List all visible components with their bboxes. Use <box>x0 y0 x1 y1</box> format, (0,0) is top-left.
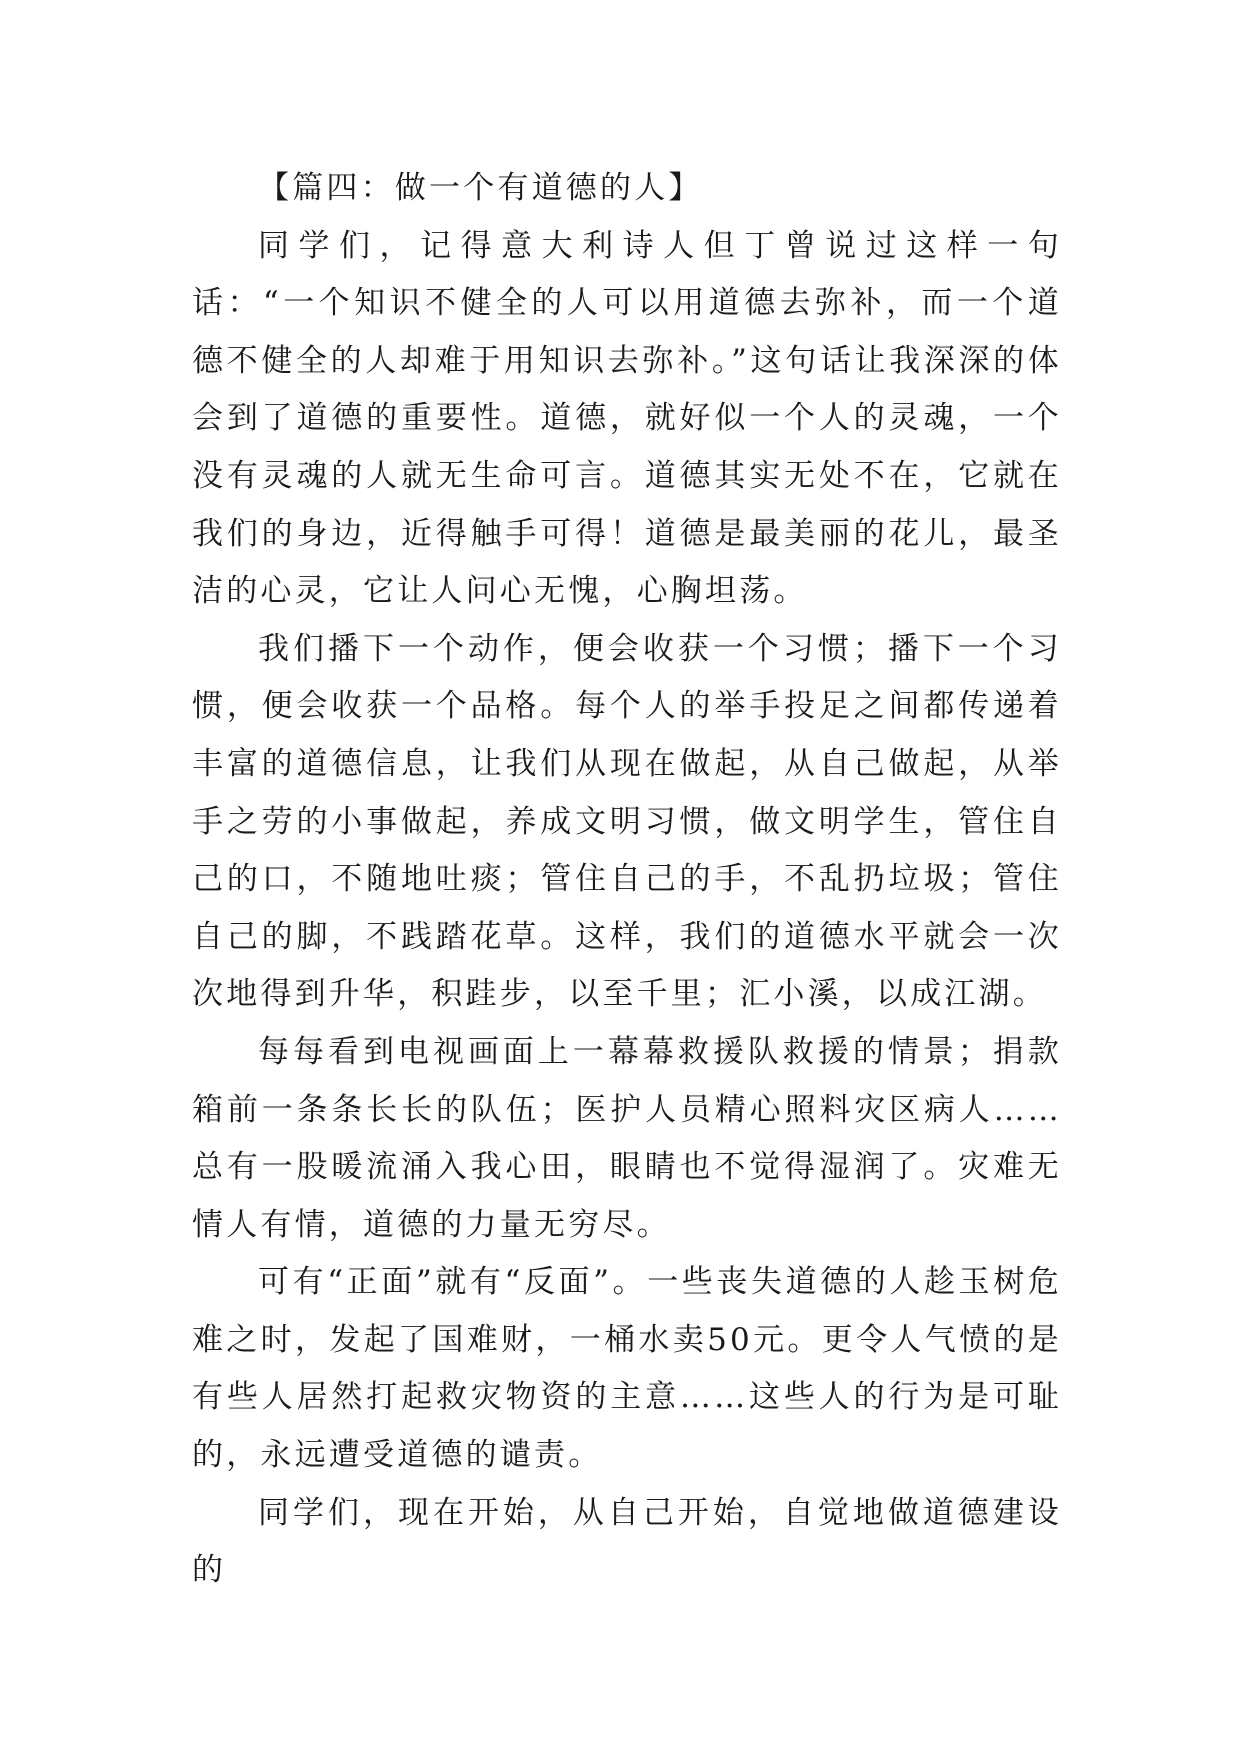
paragraph-4: 可有“正面”就有“反面”。一些丧失道德的人趁玉树危难之时，发起了国难财，一桶水卖50元。更令人气愤的是有些人居然打起救灾物资的主意……这些人的行为是可耻的，永远遭受道德的谴责。 <box>192 1264 1062 1474</box>
paragraph-2: 我们播下一个动作，便会收获一个习惯；播下一个习惯，便会收获一个品格。每个人的举手投足之间都传递着丰富的道德信息，让我们从现在做起，从自己做起，从举手之劳的小事做起，养成文明习惯，做文明学生，管住自己的口，不随地吐痰；管住自己的手，不乱扔垃圾；管住自己的脚，不践踏花草。这样，我们的道德水平就会一次次地得到升华，积跬步，以至千里；汇小溪，以成江湖。 <box>192 630 1062 1013</box>
paragraph-3: 每每看到电视画面上一幕幕救援队救援的情景；捐款箱前一条条长长的队伍；医护人员精心照料灾区病人……总有一股暖流涌入我心田，眼睛也不觉得湿润了。灾难无情人有情，道德的力量无穷尽。 <box>192 1033 1062 1243</box>
paragraph-1: 同学们，记得意大利诗人但丁曾说过这样一句话：“一个知识不健全的人可以用道德去弥补，而一个道德不健全的人却难于用知识去弥补。”这句话让我深深的体会到了道德的重要性。道德，就好似一个人的灵魂，一个没有灵魂的人就无生命可言。道德其实无处不在，它就在我们的身边，近得触手可得！道德是最美丽的花儿，最圣洁的心灵，它让人问心无愧，心胸坦荡。 <box>192 227 1062 610</box>
section-heading: 【篇四：做一个有道德的人】 <box>258 170 703 206</box>
document-body <box>192 160 1062 1600</box>
paragraph-5: 同学们，现在开始，从自己开始，自觉地做道德建设的 <box>192 1494 1062 1589</box>
